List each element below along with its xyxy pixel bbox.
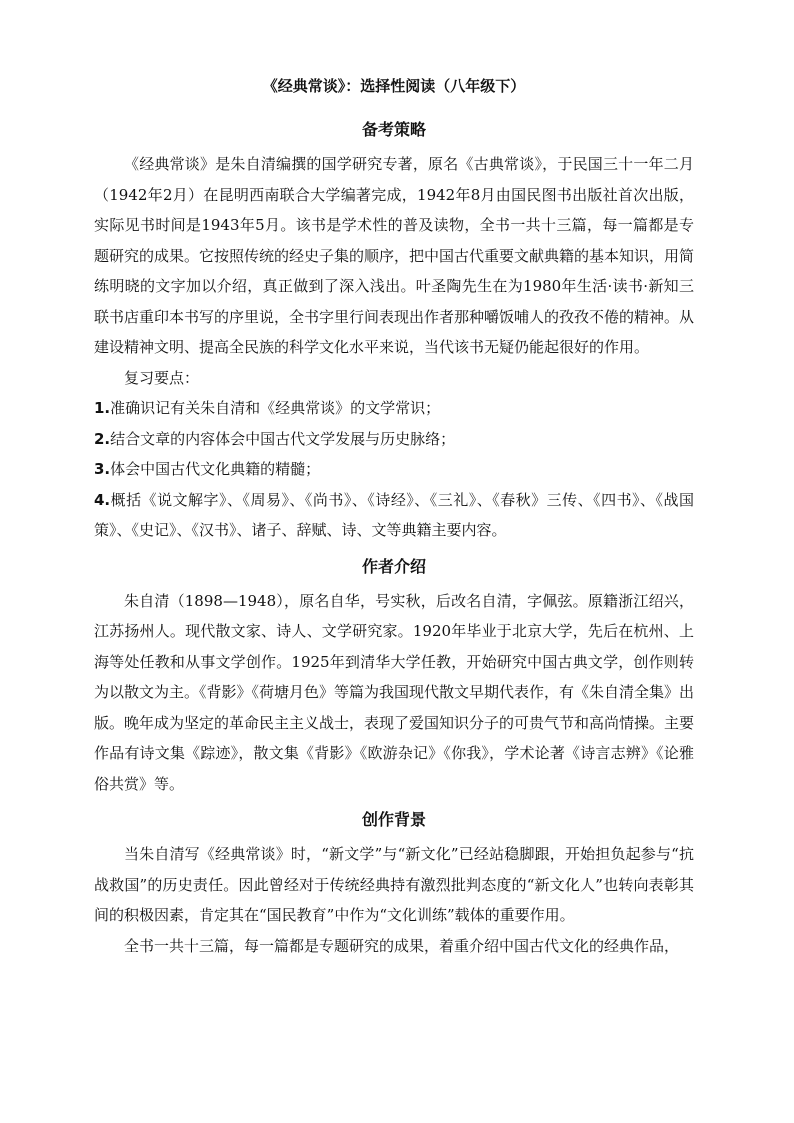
document-title: 《经典常谈》：选择性阅读（八年级下） bbox=[262, 77, 526, 95]
paragraph-background-1: 当朱自清写《经典常谈》时，“新文学”与“新文化”已经站稳脚跟，开始担负起参与“抗战救国”的历史责任。因此曾经对于传统经典持有激烈批判态度的“新文化人”也转向表彰其间的积极因素，肯定其在“国民教育”中作为“文化训练”载体的重要作用。 bbox=[94, 845, 694, 924]
paragraph-background-2: 全书一共十三篇，每一篇都是专题研究的成果，着重介绍中国古代文化的经典作品， bbox=[124, 936, 680, 955]
list-item-text: 结合文章的内容体会中国古代文学发展与历史脉络； bbox=[110, 429, 456, 448]
list-item bbox=[94, 393, 694, 424]
list-item-number: 2. bbox=[94, 429, 111, 448]
paragraph-book-intro: 《经典常谈》是朱自清编撰的国学研究专著，原名《古典常谈》，于民国三十一年二月（1942年2月）在昆明西南联合大学编著完成，1942年8月由国民图书出版社首次出版，实际见书时间是1943年5月。该书是学术性的普及读物，全书一共十三篇，每一篇都是专题研究的成果。它按照传统的经史子集的顺序，把中国古代重要文献典籍的基本知识，用简练明晓的文字加以介绍，真正做到了深入浅出。叶圣陶先生在为1980年生活·读书·新知三联书店重印本书写的序里说，全书字里行间表现出作者那种嚼饭哺人的孜孜不倦的精神。从建设精神文明、提高全民族的科学文化水平来说，当代该书无疑仍能起很好的作用。 bbox=[94, 155, 695, 356]
list-item-number: 4. bbox=[94, 490, 111, 509]
section-heading-author-intro: 作者介绍 bbox=[361, 556, 426, 576]
review-points-list bbox=[94, 393, 694, 546]
list-item bbox=[94, 485, 694, 546]
list-item bbox=[94, 454, 694, 485]
review-points-label: 复习要点： bbox=[124, 368, 200, 387]
list-item-number: 1. bbox=[94, 399, 111, 417]
list-item-text: 体会中国古代文化典籍的精髓； bbox=[110, 460, 321, 478]
paragraph-author-bio: 朱自清（1898—1948），原名自华，号实秋，后改名自清，字佩弦。原籍浙江绍兴，江苏扬州人。现代散文家、诗人、文学研究家。1920年毕业于北京大学，先后在杭州、上海等处任教和从事文学创作。1925年到清华大学任教，开始研究中国古典文学，创作则转为以散文为主。《背影》《荷塘月色》等篇为我国现代散文早期代表作，有《朱自清全集》出版。晚年成为坚定的革命民主主义战士，表现了爱国知识分子的可贵气节和高尚情操。主要作品有诗文集《踪迹》，散文集《背影》《欧游杂记》《你我》，学术论著《诗言志辨》《论雅俗共赏》等。 bbox=[94, 591, 695, 793]
list-item-text: 准确识记有关朱自清和《经典常谈》的文学常识； bbox=[110, 399, 441, 417]
list-item-text: 概括《说文解字》、《周易》、《尚书》、《诗经》、《三礼》、《春秋》三传、《四书》、《战国策》、《史记》、《汉书》、诸子、辞赋、诗、文等典籍主要内容。 bbox=[94, 490, 694, 539]
section-heading-exam-strategy: 备考策略 bbox=[361, 120, 426, 139]
section-heading-background: 创作背景 bbox=[361, 810, 426, 829]
list-item-number: 3. bbox=[94, 460, 111, 478]
list-item bbox=[94, 424, 694, 455]
